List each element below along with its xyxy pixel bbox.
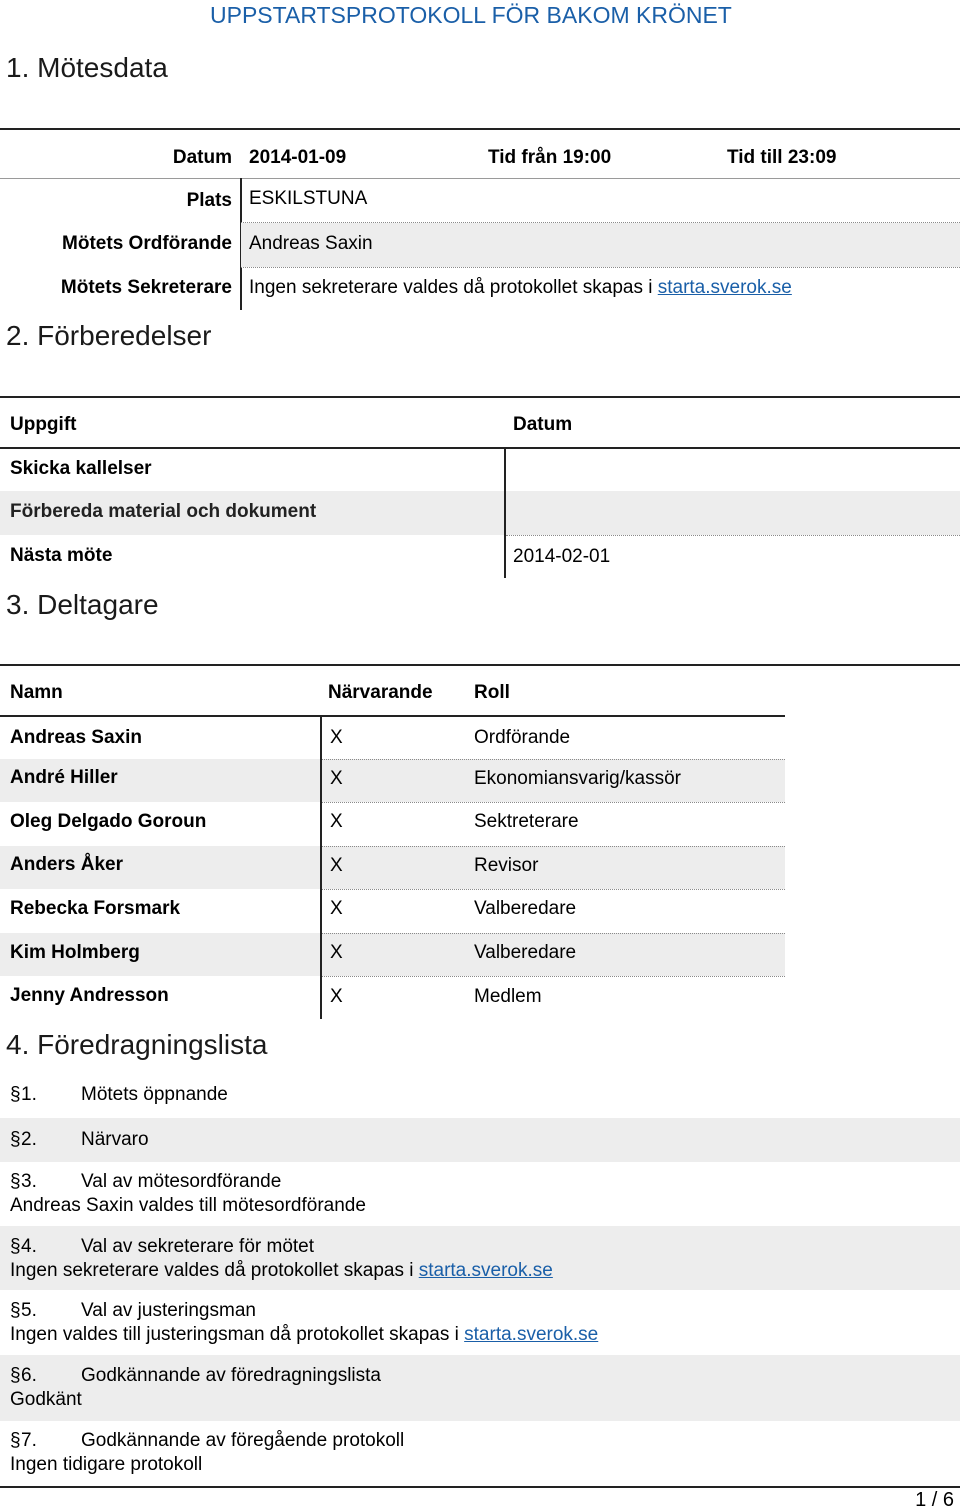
preparations-top-rule [0,396,960,398]
participants-heading: 3. Deltagare [6,589,159,620]
row-divider [241,267,960,268]
task-name: Förbereda material och dokument [10,501,317,522]
row-divider [322,802,785,803]
agenda-item-note: Ingen valdes till justeringsman då protokollet skapas i starta.sverok.se [10,1324,599,1345]
row-divider [322,933,785,934]
role-column-header: Roll [474,682,510,703]
date-value: 2014-01-09 [249,147,347,168]
present-column-header: Närvarande [328,682,433,703]
header-rule [0,447,960,449]
participant-role: Medlem [474,986,542,1007]
agenda-item-title: Godkännande av föredragningslista [81,1365,381,1386]
participant-present: X [330,986,343,1007]
participant-present: X [330,811,343,832]
participants-top-rule [0,664,960,666]
date-label: Datum [172,147,232,168]
secretary-label: Mötets Sekreterare [60,277,232,298]
starta-sverok-link[interactable]: starta.sverok.se [464,1324,599,1345]
agenda-heading: 4. Föredragningslista [6,1029,268,1060]
task-column-header: Uppgift [10,414,77,435]
participant-name: Andreas Saxin [10,727,142,748]
participant-present: X [330,942,343,963]
participant-name: Anders Åker [10,854,123,875]
participant-role: Valberedare [474,898,577,919]
starta-sverok-link[interactable]: starta.sverok.se [418,1260,553,1281]
agenda-item-number: 2. [21,1129,37,1150]
agenda-item-title: Val av justeringsman [81,1300,256,1321]
section-sign-icon: § [10,1430,21,1451]
place-value: ESKILSTUNA [249,188,368,209]
participant-role: Ordförande [474,727,571,748]
agenda-item-title: Val av mötesordförande [81,1171,282,1192]
participant-role: Revisor [474,855,539,876]
time-to: Tid till 23:09 [727,147,837,168]
row-divider [506,535,960,536]
section-sign-icon: § [10,1171,21,1192]
starta-sverok-link[interactable]: starta.sverok.se [657,277,792,298]
row-divider [0,178,960,179]
header-rule [0,715,785,717]
participant-role: Sektreterare [474,811,579,832]
section-sign-icon: § [10,1300,21,1321]
agenda-item-number: 3. [21,1171,37,1192]
participant-name: Jenny Andresson [10,985,169,1006]
agenda-item-number: 4. [21,1236,37,1257]
section-sign-icon: § [10,1129,21,1150]
participant-present: X [330,898,343,919]
agenda-item-title: Närvaro [81,1129,149,1150]
agenda-item-title: Godkännande av föregående protokoll [81,1430,405,1451]
meeting-data-top-rule [0,128,960,130]
agenda-item-number: 1. [21,1084,37,1105]
preparations-column-divider [504,491,506,535]
task-name: Skicka kallelser [10,458,152,479]
section-sign-icon: § [10,1236,21,1257]
document-title: UPPSTARTSPROTOKOLL FÖR BAKOM KRÖNET [210,2,732,28]
date-column-header: Datum [513,414,573,435]
row-divider [322,846,785,847]
agenda-item-number: 7. [21,1430,37,1451]
agenda-item-number: 6. [21,1365,37,1386]
meeting-data-heading: 1. Mötesdata [6,52,168,83]
agenda-item-note: Ingen sekreterare valdes då protokollet skapas i starta.sverok.se [10,1260,553,1281]
participant-role: Ekonomiansvarig/kassör [474,768,681,789]
row-divider [322,976,785,977]
participant-present: X [330,768,343,789]
preparations-heading: 2. Förberedelser [6,320,212,351]
participants-column-divider [320,716,322,1019]
page-indicator: 1 / 6 [915,1489,954,1511]
chair-value: Andreas Saxin [249,233,373,254]
agenda-item-title: Val av sekreterare för mötet [81,1236,315,1257]
agenda-item-note: Godkänt [10,1389,82,1410]
participant-name: Oleg Delgado Goroun [10,811,207,832]
place-label: Plats [186,190,232,211]
row-divider [322,889,785,890]
time-from: Tid från 19:00 [488,147,612,168]
secretary-value: Ingen sekreterare valdes då protokollet skapas i starta.sverok.se [249,277,792,298]
agenda-item-note: Ingen tidigare protokoll [10,1454,203,1475]
participant-role: Valberedare [474,942,577,963]
row-divider [322,759,785,760]
footer-rule [0,1486,960,1488]
participant-present: X [330,727,343,748]
participant-name: Kim Holmberg [10,942,140,963]
agenda-item-title: Mötets öppnande [81,1084,228,1105]
section-sign-icon: § [10,1365,21,1386]
agenda-item-number: 5. [21,1300,37,1321]
participant-present: X [330,855,343,876]
agenda-item-note: Andreas Saxin valdes till mötesordförande [10,1195,366,1216]
task-name: Nästa möte [10,545,113,566]
task-date: 2014-02-01 [513,546,611,567]
section-sign-icon: § [10,1084,21,1105]
chair-label: Mötets Ordförande [62,233,232,254]
participant-name: André Hiller [10,767,118,788]
participant-name: Rebecka Forsmark [10,898,181,919]
name-column-header: Namn [10,682,63,703]
